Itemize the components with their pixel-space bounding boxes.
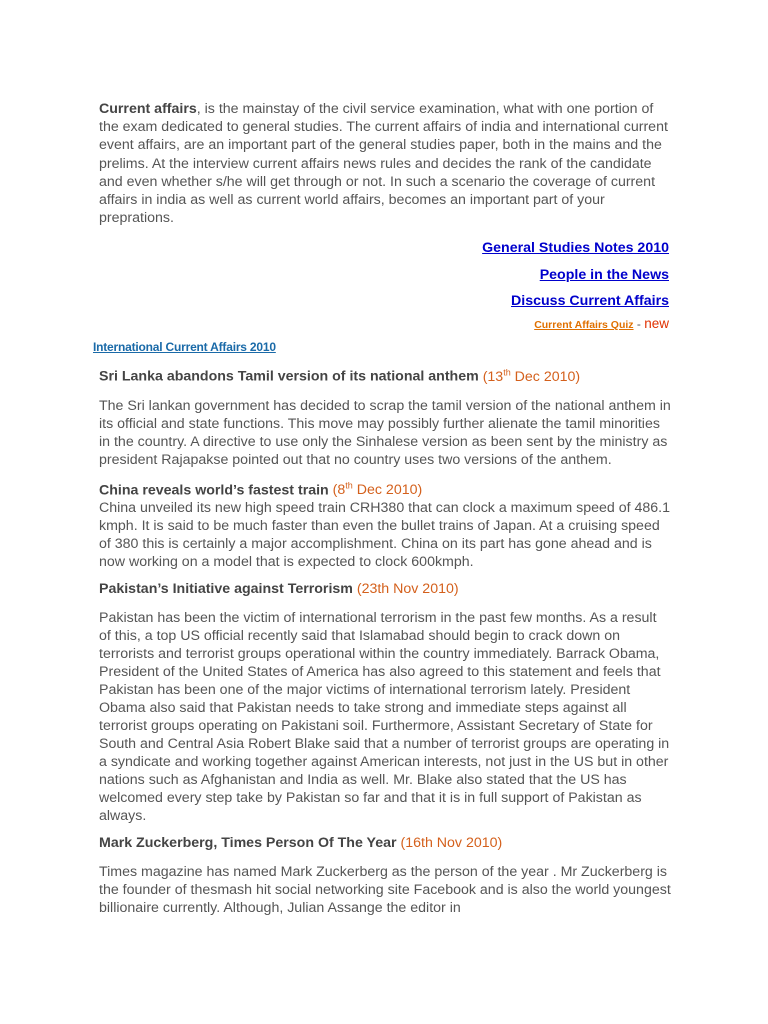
article-item	[99, 477, 671, 572]
article-item	[99, 833, 671, 917]
article-item	[99, 362, 671, 469]
spacer	[99, 853, 671, 863]
article-body: China unveiled its new high speed train CRH380 that can clock a maximum speed of 486.1 kmph. It is said to be much faster than even the bullet trains of Japan. At a cruising speed of 380 this is certainly a major accomplishment. China on its part has gone ahead and is now working on a model that is expected to clock 600kmph.	[99, 500, 670, 571]
article-date	[357, 581, 459, 597]
article-headline	[99, 477, 671, 500]
article-headline	[99, 833, 671, 853]
current-affairs-quiz-link[interactable]: Current Affairs Quiz	[534, 319, 634, 331]
date-text: (16th Nov 2010)	[400, 835, 503, 852]
people-in-the-news-link[interactable]: People in the News	[539, 266, 669, 283]
date-text-tail: Dec 2010)	[352, 482, 423, 499]
date-text: (13	[482, 368, 504, 385]
spacer	[99, 387, 671, 397]
article-headline	[99, 362, 671, 387]
article-item	[99, 579, 671, 825]
article-headline	[99, 579, 671, 599]
new-badge: new	[644, 316, 669, 331]
article-body: Pakistan has been the victim of international terrorism in the past few months. As a result of this, a top US official recently said that Islamabad should begin to crack down on terrorists and terrorist groups operational within the country immediately. Barrack Obama, President of the United States of America has also agreed to this statement and feels that Pakistan has been one of the major victims of international terrorism lately. President Obama also said that Pakistan needs to take strong and immediate steps against all terrorist groups operating on Pakistani soil. Furthermore, Assistant Secretary of State for South and Central Asia Robert Blake said that a number of terrorist groups are operating in a syndicate and working together against American interests, not just in the US but in other nations such as Afghanistan and India as well. Mr. Blake also stated that the US has welcomed every step take by Pakistan so far and that it is in full support of Pakistan as always.	[99, 610, 670, 825]
discuss-current-affairs-link[interactable]: Discuss Current Affairs	[511, 293, 669, 309]
article-body: Times magazine has named Mark Zuckerberg as the person of the year . Mr Zuckerberg is the founder of thesmash hit social networking site Facebook and is also the world youngest billionaire currently. Although, Julian Assange the editor in	[99, 864, 671, 917]
date-text-tail: Dec 2010)	[510, 368, 581, 385]
intro-lead: Current affairs	[99, 101, 197, 117]
article-title: Mark Zuckerberg, Times Person Of The Year	[99, 835, 397, 852]
quiz-line	[534, 316, 669, 331]
spacer	[99, 469, 671, 477]
article-date	[401, 835, 503, 851]
article-date	[483, 369, 580, 385]
article-title: China reveals world’s fastest train	[99, 482, 329, 499]
date-text: (8	[332, 482, 346, 499]
date-suffix: th	[345, 480, 353, 491]
article-date	[333, 482, 423, 498]
article-title: Sri Lanka abandons Tamil version of its national anthem	[99, 368, 479, 385]
article-title: Pakistan’s Initiative against Terrorism	[99, 581, 353, 598]
articles-list	[99, 362, 671, 917]
spacer	[99, 599, 671, 609]
intro-body: , is the mainstay of the civil service examination, what with one portion of the exam dedicated to general studies. The current affairs of india and international current event affairs, are an important part of the general studies paper, both in the mains and the prelims. At the interview current affairs news rules and decides the rank of the candidate and even whether s/he will get through or not. In such a scenario the coverage of current affairs in india as well as current world affairs, becomes an important part of your preprations.	[99, 101, 668, 227]
quiz-separator: -	[633, 317, 645, 331]
date-text: (23th Nov 2010)	[356, 581, 459, 598]
spacer	[99, 571, 671, 579]
related-links	[482, 235, 669, 315]
spacer	[99, 825, 671, 833]
intro-paragraph	[99, 100, 671, 227]
general-studies-notes-link[interactable]: General Studies Notes 2010	[482, 240, 669, 256]
article-body: The Sri lankan government has decided to scrap the tamil version of the national anthem in its official and state functions. This move may possibly further alienate the tamil minorities in the country. A directive to use only the Sinhalese version as been sent by the ministry as president Rajapakse pointed out that no country uses two versions of the anthem.	[99, 397, 671, 468]
date-suffix: th	[503, 367, 511, 377]
international-current-affairs-link[interactable]: International Current Affairs 2010	[93, 340, 276, 354]
